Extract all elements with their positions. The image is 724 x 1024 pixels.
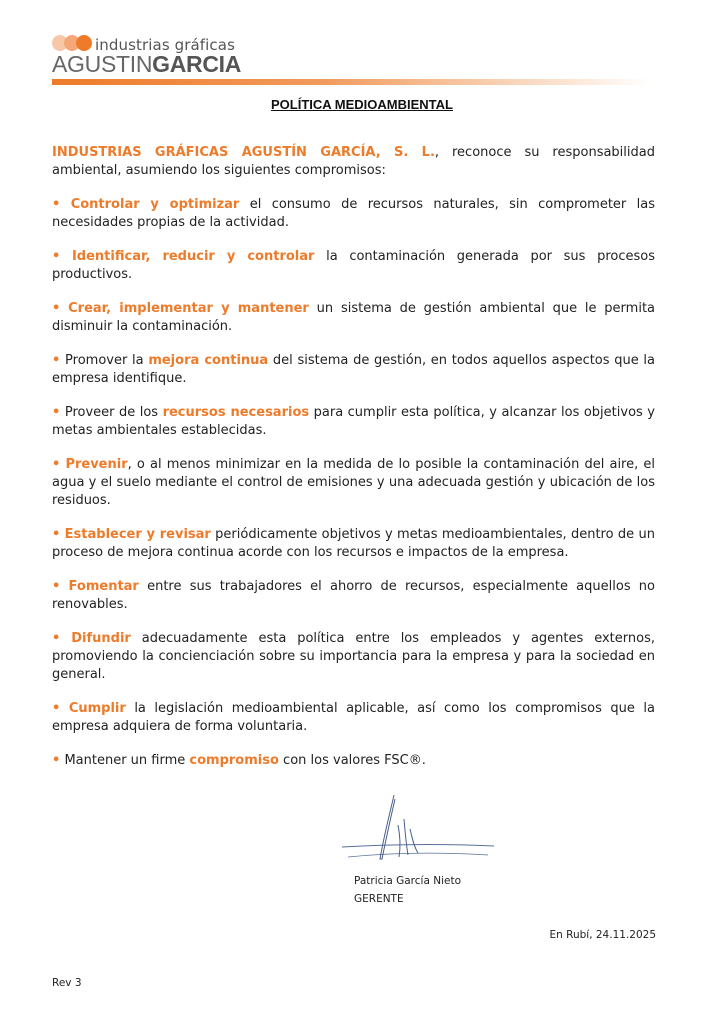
list-item: • Crear, implementar y mantener un sistema de gestión ambiental que le permita disminuir la contaminación. xyxy=(52,301,656,334)
signer-role: GERENTE xyxy=(354,893,404,905)
intro-text: , reconoce su responsabilidad ambiental, asumiendo los siguientes compromisos: xyxy=(52,145,655,178)
list-item: • Proveer de los recursos necesarios para cumplir esta política, y alcanzar los objetivos y metas ambientales establecidas. xyxy=(52,405,655,438)
signer-name: Patricia García Nieto xyxy=(354,875,461,887)
list-item: • Mantener un firme compromiso con los valores FSC®. xyxy=(52,753,426,768)
page-title: POLÍTICA MEDIOAMBIENTAL xyxy=(271,97,453,112)
company-name: INDUSTRIAS GRÁFICAS AGUSTÍN GARCÍA, S. L. xyxy=(52,145,435,160)
list-item: • Prevenir, o al menos minimizar en la medida de lo posible la contaminación del aire, el agua y el suelo mediante el control de emisiones y una adecuada gestión y ubicación de los residuos. xyxy=(52,457,655,508)
revision-label: Rev 3 xyxy=(52,977,82,989)
logo-bar xyxy=(52,79,652,85)
list-item: • Fomentar entre sus trabajadores el ahorro de recursos, especialmente aquellos no renovables. xyxy=(52,579,656,612)
list-item: • Identificar, reducir y controlar la contaminación generada por sus procesos productivos. xyxy=(52,249,655,282)
intro-paragraph xyxy=(52,144,655,180)
list-item: • Controlar y optimizar el consumo de recursos naturales, sin comprometer las necesidades propias de la actividad. xyxy=(52,197,656,230)
logo-subtitle: industrias gráficas xyxy=(95,36,235,54)
list-item: • Promover la mejora continua del sistema de gestión, en todos aquellos aspectos que la empresa identifique. xyxy=(52,353,656,386)
document-date: En Rubí, 24.11.2025 xyxy=(549,929,656,941)
list-item: • Difundir adecuadamente esta política entre los empleados y agentes externos, promoviendo la concienciación sobre su importancia para la empresa y para la sociedad en general. xyxy=(52,631,655,682)
policy-body xyxy=(52,144,655,786)
list-item: • Cumplir la legislación medioambiental aplicable, así como los compromisos que la empresa adquiera de forma voluntaria. xyxy=(52,701,655,734)
company-logo xyxy=(52,33,652,93)
list-item: • Establecer y revisar periódicamente objetivos y metas medioambientales, dentro de un proceso de mejora continua acorde con los recursos e impactos de la empresa. xyxy=(52,527,655,560)
logo-name: AGUSTINGARCIA xyxy=(52,51,242,77)
signature-icon xyxy=(338,795,498,867)
